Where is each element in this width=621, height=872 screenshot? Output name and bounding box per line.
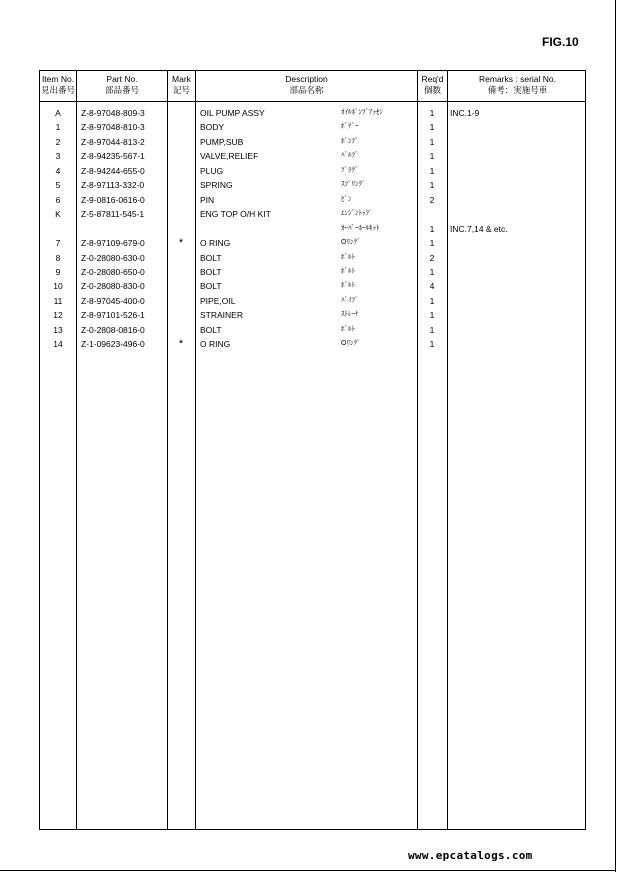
description-kana: ﾎﾞﾃﾞｰ bbox=[341, 123, 359, 131]
table-row bbox=[40, 222, 587, 236]
item-number: 14 bbox=[53, 339, 63, 350]
part-number: Z-1-09623-496-0 bbox=[81, 339, 145, 350]
part-number: Z-8-97048-809-3 bbox=[81, 108, 145, 118]
description-kana: ﾎﾞﾙﾄ bbox=[341, 253, 355, 261]
remarks: INC.7,14 & etc. bbox=[450, 223, 508, 234]
quantity: 1 bbox=[429, 151, 435, 162]
part-number: Z-8-97113-332-0 bbox=[81, 180, 145, 191]
item-number: 10 bbox=[53, 281, 63, 292]
table-row bbox=[40, 236, 587, 250]
description-kana: ｴﾝｼﾞﾝﾄｯﾌﾟ bbox=[341, 210, 373, 218]
quantity: 4 bbox=[429, 281, 435, 292]
description-kana: ｵｰﾊﾞｰﾎｰﾙｷｯﾄ bbox=[341, 224, 380, 232]
mark-symbol: * bbox=[178, 237, 184, 250]
table-row bbox=[40, 265, 587, 279]
quantity: 1 bbox=[429, 238, 435, 249]
description: BOLT bbox=[200, 281, 222, 292]
description-kana: ﾊﾞﾙﾌﾞ bbox=[341, 152, 359, 160]
description: PUMP,SUB bbox=[200, 136, 244, 147]
description-kana: ﾎﾞﾙﾄ bbox=[341, 325, 355, 333]
item-number: 4 bbox=[55, 165, 61, 176]
item-number: 9 bbox=[55, 266, 61, 277]
item-number: 3 bbox=[55, 151, 61, 162]
table-row bbox=[40, 135, 587, 149]
quantity: 1 bbox=[429, 339, 435, 350]
description-kana: ﾋﾟﾝ bbox=[341, 195, 352, 203]
item-number: 13 bbox=[53, 324, 63, 335]
part-number: Z-0-28080-830-0 bbox=[81, 281, 145, 292]
item-number: 12 bbox=[53, 310, 63, 321]
description: SPRING bbox=[200, 180, 233, 191]
quantity: 1 bbox=[429, 180, 435, 191]
item-number: 5 bbox=[55, 180, 61, 191]
part-number: Z-8-97045-400-0 bbox=[81, 295, 145, 306]
table-row bbox=[40, 193, 587, 207]
item-number: K bbox=[55, 209, 61, 220]
header-mark: Mark 記号 bbox=[172, 74, 191, 95]
quantity: 1 bbox=[429, 108, 435, 118]
header-remarks: Remarks : serial No. 備考：実施号車 bbox=[479, 74, 556, 95]
page-edge-bottom bbox=[0, 870, 616, 871]
description: OIL PUMP ASSY bbox=[200, 108, 265, 118]
table-row bbox=[40, 106, 587, 120]
quantity: 1 bbox=[429, 122, 435, 133]
description-kana: ﾊﾟｲﾌﾟ bbox=[341, 296, 359, 304]
mark-symbol: * bbox=[178, 338, 184, 351]
quantity: 1 bbox=[429, 223, 435, 234]
description-kana: ﾎﾞﾙﾄ bbox=[341, 282, 355, 290]
header-part-no: Part No. 部品番号 bbox=[104, 74, 139, 95]
description-kana: ﾎﾟﾝﾌﾟ bbox=[341, 137, 359, 145]
header-item-no: Item No. 見出番号 bbox=[40, 74, 75, 95]
remarks: INC.1-9 bbox=[450, 108, 480, 118]
table-row bbox=[40, 207, 587, 221]
description: PIN bbox=[200, 194, 215, 205]
quantity: 1 bbox=[429, 295, 435, 306]
table-row bbox=[40, 308, 587, 322]
table-row bbox=[40, 164, 587, 178]
parts-table bbox=[39, 70, 586, 830]
footer-url: www.epcatalogs.com bbox=[408, 849, 533, 862]
description: BOLT bbox=[200, 266, 222, 277]
item-number: 2 bbox=[55, 136, 61, 147]
table-row bbox=[40, 251, 587, 265]
part-number: Z-8-97044-813-2 bbox=[81, 136, 145, 147]
description: STRAINER bbox=[200, 310, 243, 321]
description-kana: Oﾘﾝｸﾞ bbox=[341, 239, 361, 247]
table-row bbox=[40, 294, 587, 308]
description: O RING bbox=[200, 238, 231, 249]
quantity: 1 bbox=[429, 136, 435, 147]
description-kana: ｽﾌﾟﾘﾝｸﾞ bbox=[341, 181, 366, 189]
description-kana: ﾌﾟﾗｸﾞ bbox=[341, 166, 359, 174]
quantity: 1 bbox=[429, 165, 435, 176]
description: BOLT bbox=[200, 324, 222, 335]
table-row bbox=[40, 279, 587, 293]
description: VALVE,RELIEF bbox=[200, 151, 259, 162]
quantity: 1 bbox=[429, 324, 435, 335]
item-number: 1 bbox=[55, 122, 61, 133]
quantity: 1 bbox=[429, 266, 435, 277]
item-number: 7 bbox=[55, 238, 61, 249]
header-divider bbox=[40, 101, 585, 102]
part-number: Z-0-28080-650-0 bbox=[81, 266, 145, 277]
description: PIPE,OIL bbox=[200, 295, 236, 306]
item-number: A bbox=[55, 108, 61, 118]
item-number: 8 bbox=[55, 252, 61, 263]
part-number: Z-8-97048-810-3 bbox=[81, 122, 145, 133]
part-number: Z-8-97101-526-1 bbox=[81, 310, 145, 321]
part-number: Z-8-97109-679-0 bbox=[81, 238, 145, 249]
description: PLUG bbox=[200, 165, 224, 176]
figure-number: FIG.10 bbox=[542, 35, 579, 49]
description-kana: ﾎﾞﾙﾄ bbox=[341, 267, 355, 275]
header-description: Description 部品名称 bbox=[285, 74, 328, 95]
part-number: Z-8-94244-655-0 bbox=[81, 165, 145, 176]
table-row bbox=[40, 120, 587, 134]
part-number: Z-0-28080-630-0 bbox=[81, 252, 145, 263]
description: ENG TOP O/H KIT bbox=[200, 209, 271, 220]
description: O RING bbox=[200, 339, 231, 350]
page-edge-right bbox=[615, 0, 616, 872]
description-kana: Oﾘﾝｸﾞ bbox=[341, 340, 361, 348]
part-number: Z-5-87811-545-1 bbox=[81, 209, 145, 220]
table-row bbox=[40, 337, 587, 351]
description: BODY bbox=[200, 122, 225, 133]
table-row bbox=[40, 178, 587, 192]
header-reqd: Req'd 個数 bbox=[421, 74, 444, 95]
description-kana: ｵｲﾙﾎﾟﾝﾌﾟｱｯｾﾝ bbox=[341, 109, 383, 116]
part-number: Z-8-94235-567-1 bbox=[81, 151, 145, 162]
description: BOLT bbox=[200, 252, 222, 263]
quantity: 1 bbox=[429, 310, 435, 321]
item-number: 6 bbox=[55, 194, 61, 205]
item-number: 11 bbox=[53, 295, 63, 306]
quantity: 2 bbox=[429, 194, 435, 205]
table-row bbox=[40, 149, 587, 163]
part-number: Z-9-0816-0616-0 bbox=[81, 194, 145, 205]
quantity: 2 bbox=[429, 252, 435, 263]
description-kana: ｽﾄﾚｰﾅ bbox=[341, 311, 359, 319]
table-row bbox=[40, 323, 587, 337]
part-number: Z-0-2808-0816-0 bbox=[81, 324, 145, 335]
